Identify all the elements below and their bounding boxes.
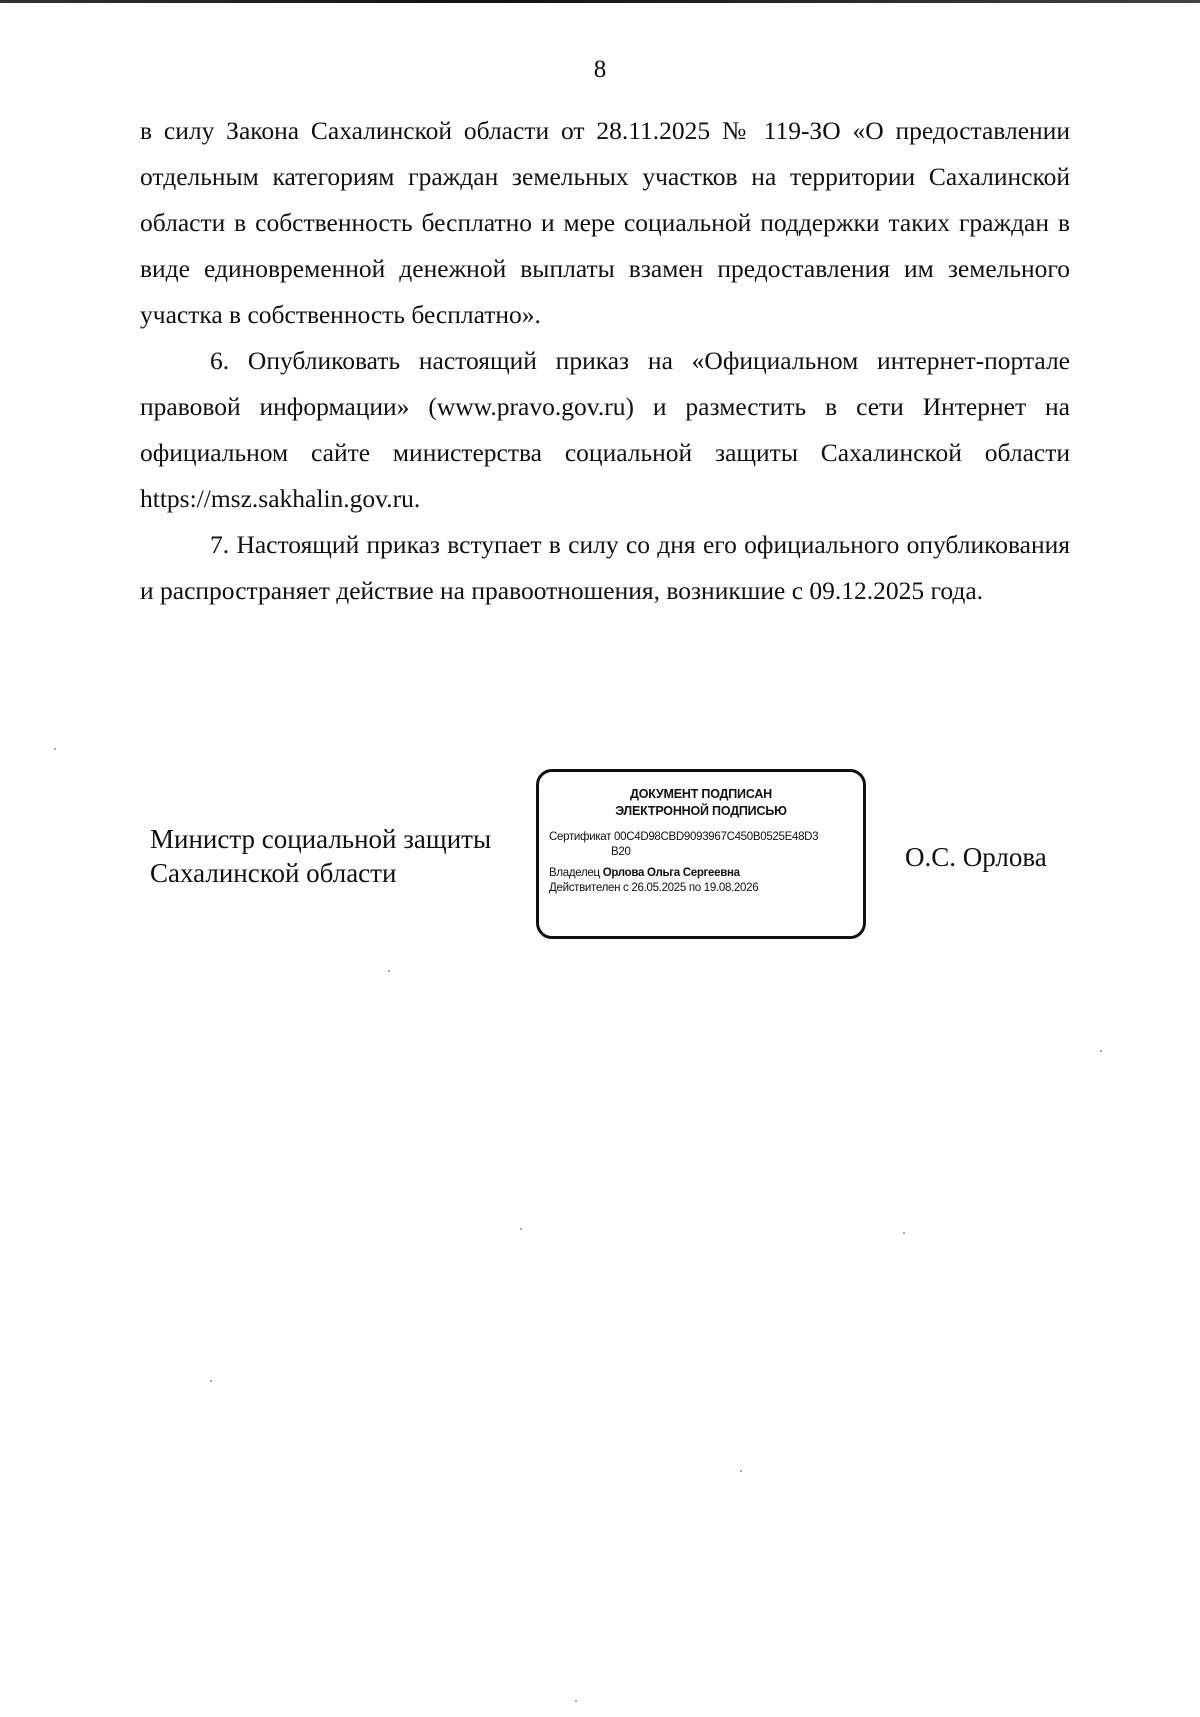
paragraph-item-7: 7. Настоящий приказ вступает в силу со дня его официального опубликования и распространяет действие на правоотношения, возникшие с 09.12.2025 года. — [140, 530, 1070, 605]
scan-speck — [210, 1380, 212, 1382]
scan-speck — [903, 1232, 905, 1234]
scan-speck — [740, 1470, 742, 1472]
scan-speck — [1100, 1050, 1102, 1052]
stamp-heading-line-1: ДОКУМЕНТ ПОДПИСАН — [629, 787, 773, 801]
stamp-certificate-row — [549, 830, 853, 845]
stamp-heading-line-2: ЭЛЕКТРОННОЙ ПОДПИСЬЮ — [615, 804, 787, 818]
document-body — [140, 108, 1070, 614]
stamp-owner-row — [549, 866, 853, 881]
stamp-owner-label: Владелец — [549, 867, 600, 879]
signer-position-line-1: Министр социальной защиты — [150, 824, 492, 854]
scan-speck — [54, 748, 56, 750]
top-scan-edge — [0, 0, 1200, 3]
stamp-certificate-value: 00C4D98CBD9093967C450B0525E48D3 — [614, 831, 819, 843]
scan-speck — [388, 970, 390, 972]
scan-speck — [575, 1700, 577, 1702]
stamp-certificate-label: Сертификат — [549, 831, 612, 843]
stamp-owner-value: Орлова Ольга Сергеевна — [602, 867, 740, 879]
signer-name: О.С. Орлова — [905, 842, 1047, 872]
scan-speck — [520, 1228, 522, 1230]
stamp-certificate-value-continued: B20 — [611, 846, 631, 858]
stamp-validity: Действителен с 26.05.2025 по 19.08.2026 — [549, 882, 759, 894]
electronic-signature-stamp — [536, 769, 866, 939]
signer-position-line-2: Сахалинской области — [150, 858, 397, 888]
signer-position — [150, 822, 491, 890]
page-number: 8 — [593, 56, 607, 83]
paragraph-continuation: в силу Закона Сахалинской области от 28.11.2025 № 119-ЗО «О предоставлении отдельным категориям граждан земельных участков на территории Сахалинской области в собственность бесплатно и мере социальной поддержки таких граждан в виде единовременной денежной выплаты взамен предоставления им земельного участка в собственность бесплатно». — [140, 116, 1070, 329]
paragraph-item-6: 6. Опубликовать настоящий приказ на «Официальном интернет-портале правовой информации» (www.pravo.gov.ru) и разместить в сети Интернет на официальном сайте министерства социальной защиты Сахалинской области https://msz.sakhalin.gov.ru. — [140, 346, 1070, 513]
